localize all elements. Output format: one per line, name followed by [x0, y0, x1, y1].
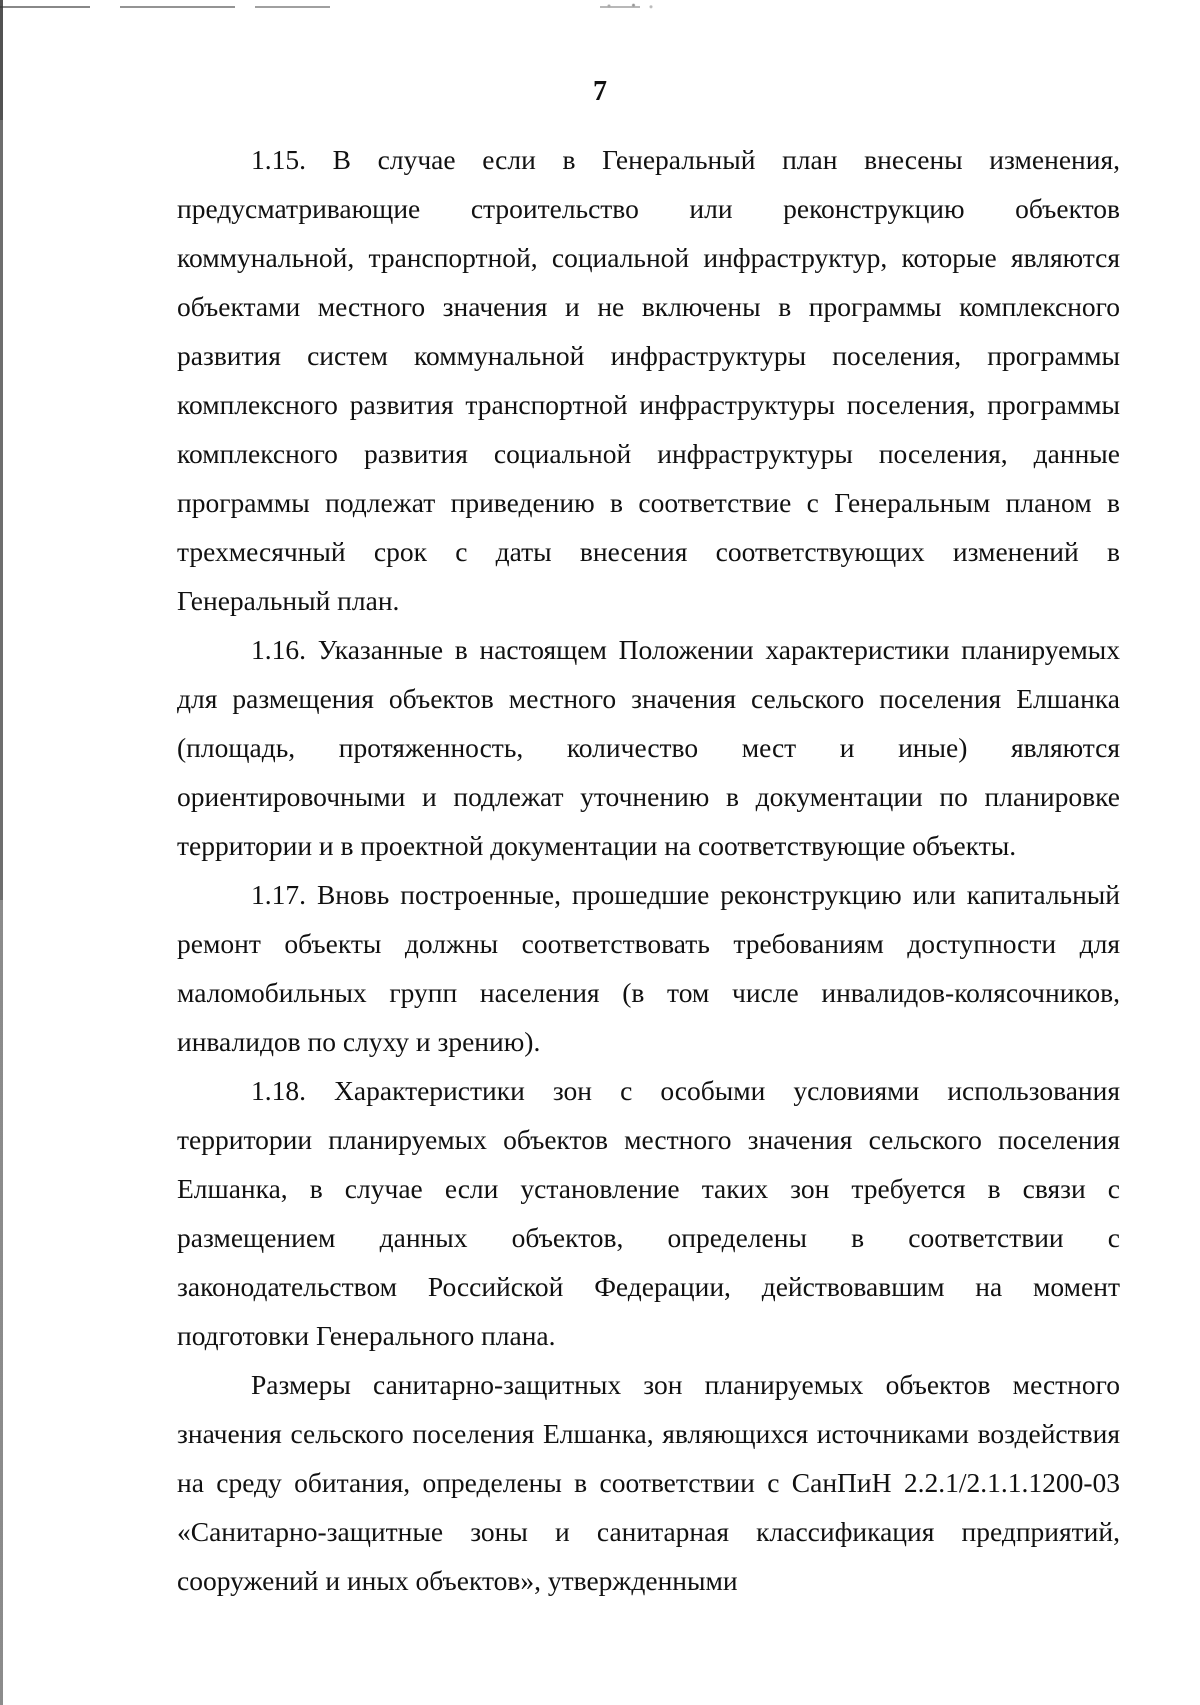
scan-left-edge	[0, 0, 3, 1705]
paragraph-1-17: 1.17. Вновь построенные, прошедшие реконструкцию или капитальный ремонт объекты должны соответствовать требованиям доступности для маломобильных групп населения (в том числе инвалидов-колясочников, инвалидов по слуху и зрению).	[177, 879, 1120, 1057]
scan-speck	[595, 2, 665, 10]
scan-edge-line	[0, 6, 640, 8]
paragraph-1-15: 1.15. В случае если в Генеральный план внесены изменения, предусматривающие строительство или реконструкцию объектов коммунальной, транспортной, социальной инфраструктур, которые являются объектами местного значения и не включены в программы комплексного развития систем коммунальной инфраструктуры поселения, программы комплексного развития транспортной инфраструктуры поселения, программы комплексного развития социальной инфраструктуры поселения, данные программы подлежат приведению в соответствие с Генеральным планом в трехмесячный срок с даты внесения соответствующих изменений в Генеральный план.	[177, 144, 1120, 616]
paragraph-sanitary-zones: Размеры санитарно-защитных зон планируемых объектов местного значения сельского поселения Елшанка, являющихся источниками воздействия на среду обитания, определены в соответствии с СанПиН 2.2.1/2.1.1.1200-03 «Санитарно-защитные зоны и санитарная классификация предприятий, сооружений и иных объектов», утвержденными	[177, 1369, 1120, 1596]
document-body	[177, 135, 1120, 1605]
paragraph-1-18: 1.18. Характеристики зон с особыми условиями использования территории планируемых объектов местного значения сельского поселения Елшанка, в случае если установление таких зон требуется в связи с размещением данных объектов, определены в соответствии с законодательством Российской Федерации, действовавшим на момент подготовки Генерального плана.	[177, 1075, 1120, 1351]
paragraph-1-16: 1.16. Указанные в настоящем Положении характеристики планируемых для размещения объектов местного значения сельского поселения Елшанка (площадь, протяженность, количество мест и иные) являются ориентировочными и подлежат уточнению в документации по планировке территории и в проектной документации на соответствующие объекты.	[177, 634, 1120, 861]
page-number: 7	[593, 76, 607, 107]
